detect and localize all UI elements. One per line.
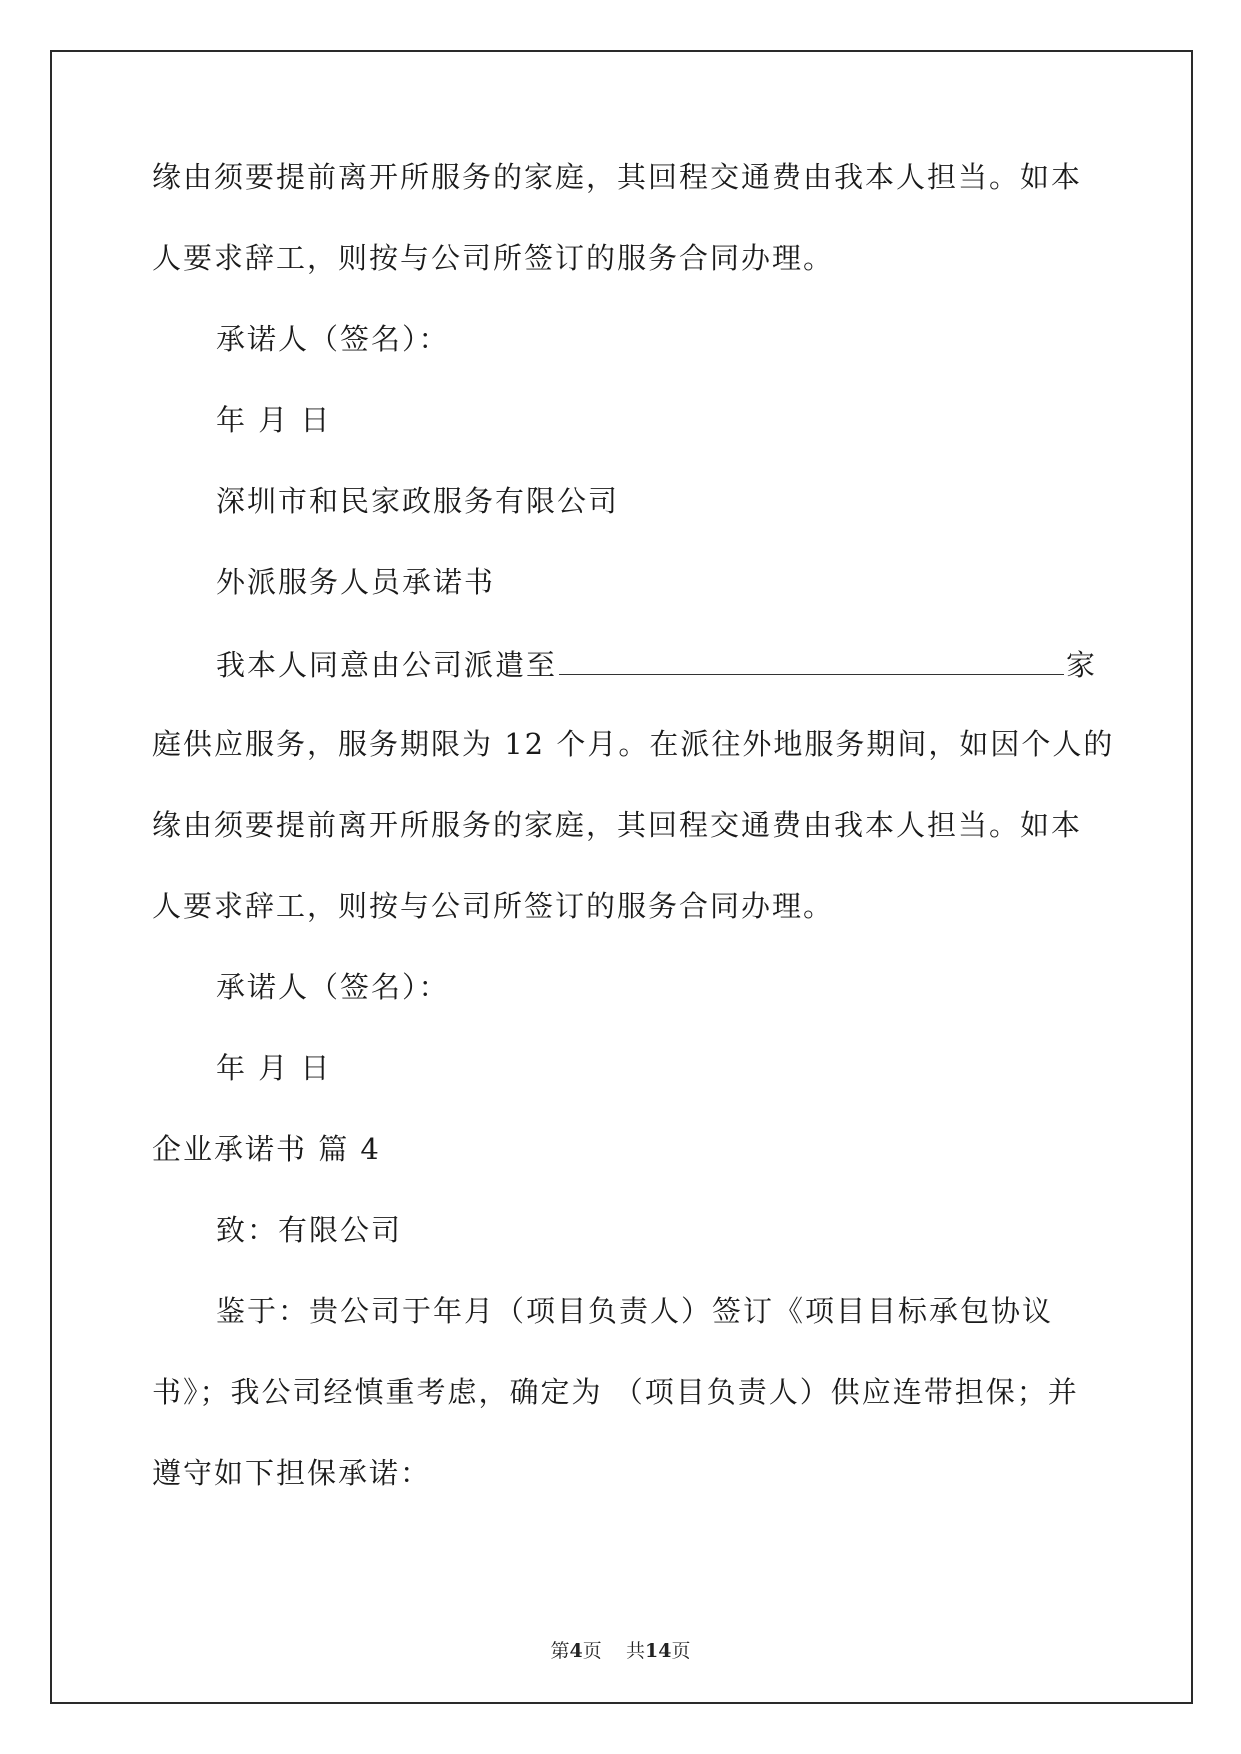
section-title: 外派服务人员承诺书: [216, 565, 496, 599]
paragraph-line: 人要求辞工，则按与公司所签订的服务合同办理。: [152, 889, 835, 923]
paragraph-line: 遵守如下担保承诺：: [152, 1456, 432, 1490]
fill-in-blank: [559, 648, 1064, 675]
date-label: 年 月 日: [216, 1051, 332, 1085]
section-heading: 企业承诺书 篇 4: [152, 1132, 381, 1166]
footer-total-unit: 页: [671, 1640, 691, 1662]
footer-page-unit: 页: [582, 1640, 602, 1662]
paragraph-line: 书》；我公司经慎重考虑，确定为 （项目负责人）供应连带担保；并: [152, 1375, 1079, 1409]
company-name: 深圳市和民家政服务有限公司: [216, 484, 620, 518]
paragraph-text: 我本人同意由公司派遣至: [216, 648, 558, 682]
page-footer: [0, 1636, 1241, 1663]
paragraph-line: 庭供应服务，服务期限为 12 个月。在派往外地服务期间，如因个人的: [152, 727, 1115, 761]
document-body: [152, 160, 1115, 1539]
paragraph-line: 人要求辞工，则按与公司所签订的服务合同办理。: [152, 241, 835, 275]
footer-prefix: 第: [550, 1640, 570, 1662]
paragraph-line-with-blank: [152, 648, 1098, 729]
paragraph-line: 缘由须要提前离开所服务的家庭，其回程交通费由我本人担当。如本: [152, 160, 1083, 194]
paragraph-line: 鉴于：贵公司于年月（项目负责人）签订《项目目标承包协议: [216, 1294, 1054, 1328]
total-pages: 14: [644, 1640, 672, 1662]
addressee: 致：有限公司: [216, 1213, 403, 1247]
signature-label: 承诺人（签名）：: [216, 322, 450, 356]
signature-label: 承诺人（签名）：: [216, 970, 450, 1004]
paragraph-line: 缘由须要提前离开所服务的家庭，其回程交通费由我本人担当。如本: [152, 808, 1083, 842]
page-number: 4: [569, 1640, 583, 1662]
footer-total-prefix: 共: [625, 1640, 645, 1662]
paragraph-text: 家: [1066, 648, 1098, 682]
date-label: 年 月 日: [216, 403, 332, 437]
